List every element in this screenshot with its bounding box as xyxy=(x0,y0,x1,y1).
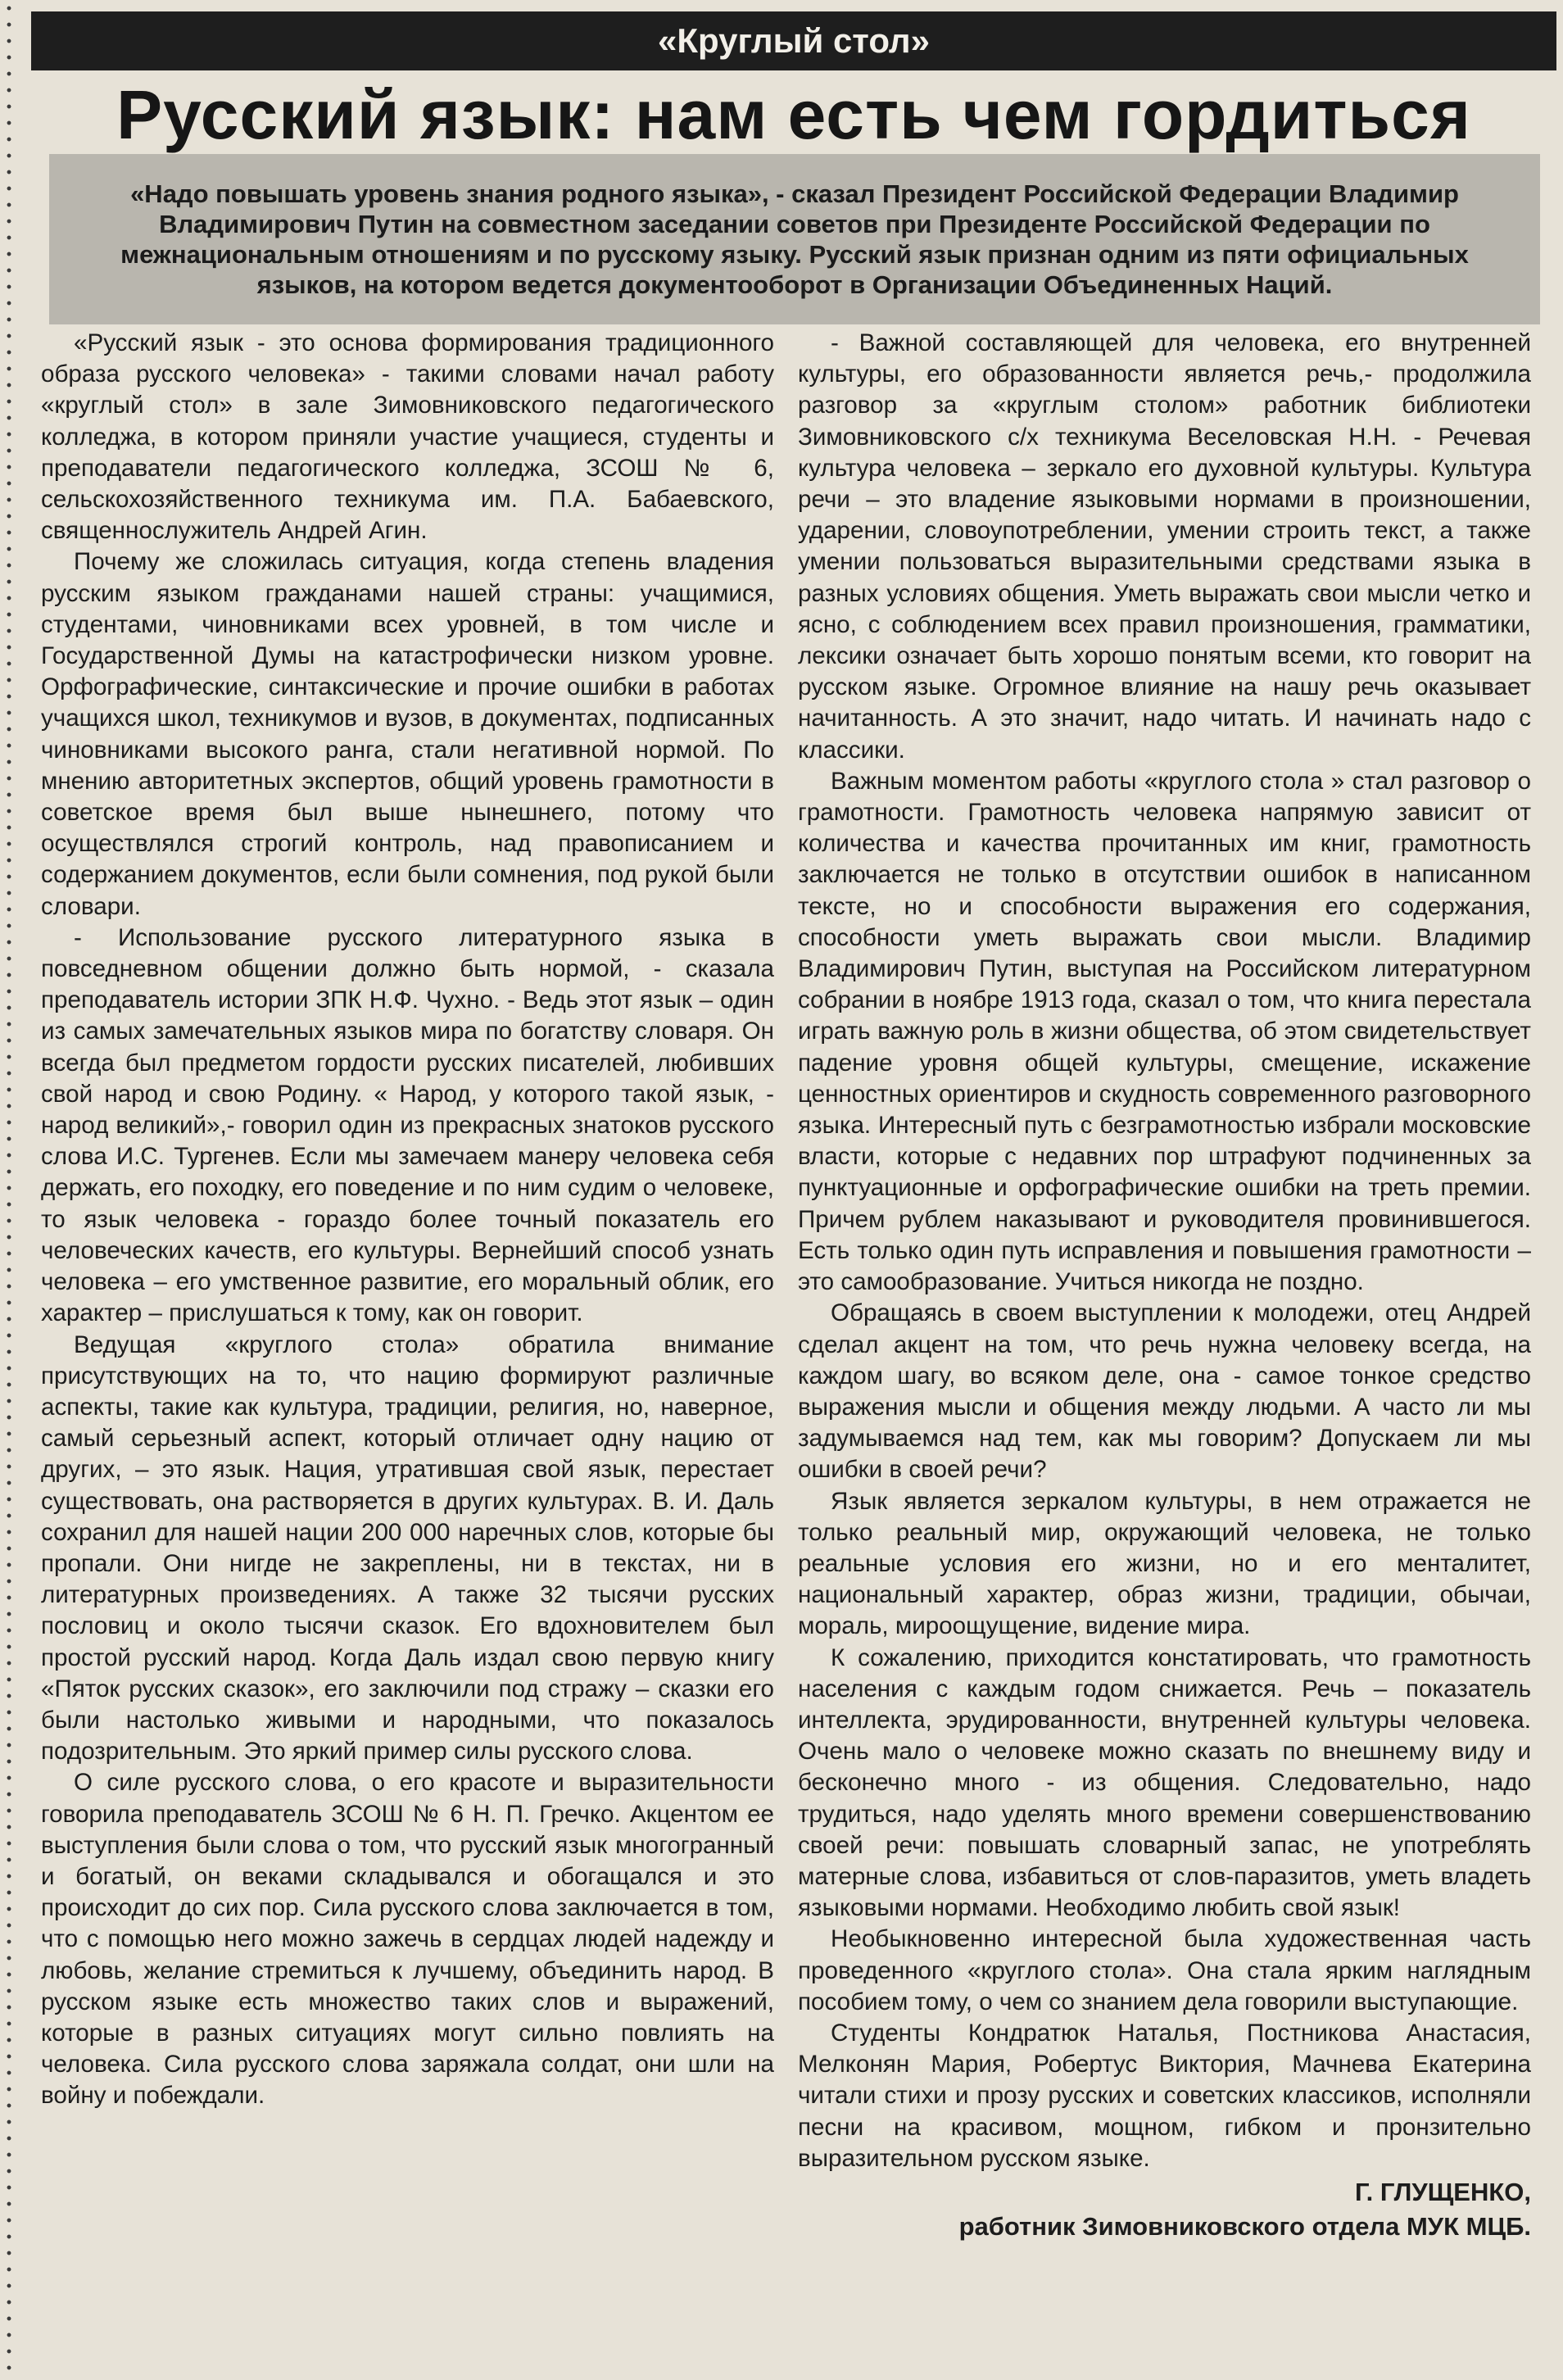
paragraph: - Важной составляющей для человека, его внутренней культуры, его образованности является речь,- продолжила разговор за «круглым столом» работник библиотеки Зимовниковского с/х техникума Веселовская Н.Н. - Речевая культура человека – зеркало его духовной культуры. Культура речи – это владение языковыми нормами в произношении, ударении, словоупотреблении, умении строить текст, а также умении пользоваться выразительными средствами языка в разных условиях общения. Уметь выражать свои мысли четко и ясно, с соблюдением всех правил произношения, грамматики, лексики означает быть хорошо понятым всеми, кто говорит на русском языке. Огромное влияние на нашу речь оказывает начитанность. А это значит, надо читать. И начинать надо с классики. xyxy=(798,329,1531,764)
left-column xyxy=(41,328,774,2368)
paragraph: Важным моментом работы «круглого стола » стал разговор о грамотности. Грамотность человека напрямую зависит от количества и качества прочитанных им книг, грамотность заключается не только в отсутствии ошибок в написанном тексте, но и способности выражения его содержания, способности уметь выражать свои мысли. Владимир Владимирович Путин, выступая на Российском литературном собрании в ноябре 1913 года, сказал о том, что книга перестала играть важную роль в жизни общества, об этом свидетельствует падение уровня общей культуры, смещение, искажение ценностных ориентиров и скудность современного разговорного языка. Интересный путь с безграмотностью избрали московские власти, которые с недавних пор штрафуют подчиненных за пунктуационные и орфографические ошибки на треть премии. Причем рублем наказывают и руководителя провинившегося. Есть только один путь исправления и повышения грамотности – это самообразование. Учиться никогда не поздно. xyxy=(798,767,1531,1296)
paragraph: К сожалению, приходится констатировать, что грамотность населения с каждым годом снижается. Речь – показатель интеллекта, эрудированности, внутренней культуры человека. Очень мало о человеке можно сказать по внешнему виду и бесконечно много - из общения. Следовательно, надо трудиться, надо уделять много времени совершенствованию своей речи: повышать словарный запас, не употреблять матерные слова, избавиться от слов-паразитов, уметь владеть языковыми нормами. Необходимо любить свой язык! xyxy=(798,1643,1531,1922)
lead-box xyxy=(49,154,1540,324)
paragraph: Язык является зеркалом культуры, в нем отражается не только реальный мир, окружающий человека, не только реальные условия его жизни, но и его менталитет, национальный характер, образ жизни, традиции, обычаи, мораль, мироощущение, видение мира. xyxy=(798,1487,1531,1640)
paragraph: Почему же сложилась ситуация, когда степень владения русским языком гражданами нашей страны: учащимися, студентами, чиновниками всех уровней, в том числе и Государственной Думы на катастрофически низком уровне. Орфографические, синтаксические и прочие ошибки в работах учащихся школ, техникумов и вузов, в документах, подписанных чиновниками высокого ранга, стали негативной нормой. По мнению авторитетных экспертов, общий уровень грамотности в советское время был выше нынешнего, потому что осуществлялся строгий контроль, над правописанием и содержанием документов, если были сомнения, под рукой были словари. xyxy=(41,548,774,920)
paragraph: Обращаясь в своем выступлении к молодежи, отец Андрей сделал акцент на том, что речь нужна человеку всегда, на каждом шагу, во всяком деле, она - самое тонкое средство выражения мысли и общения между людьми. А часто ли мы задумываемся над тем, как мы говорим? Допускаем ли мы ошибки в своей речи? xyxy=(798,1299,1531,1484)
lead-text: «Надо повышать уровень знания родного языка», - сказал Президент Российской Федерации Владимир Владимирович Путин на совместном заседании советов при Президенте Российской Федерации по межнациональным отношениям и по русскому языку. Русский язык признан одним из пяти официальных языков, на котором ведется документооборот в Организации Объединенных Наций. xyxy=(120,179,1469,299)
dotted-border xyxy=(5,0,13,2380)
signature-author: Г. ГЛУЩЕНКО, xyxy=(1354,2177,1531,2206)
paragraph: О силе русского слова, о его красоте и выразительности говорила преподаватель ЗСОШ № 6 Н. П. Гречко. Акцентом ее выступления были слова о том, что русский язык многогранный и богатый, он веками складывался и обогащался и это происходит до сих пор. Сила русского слова заключается в том, что с помощью него можно зажечь в сердцах людей надежду и любовь, желание стремиться к лучшему, объединить народ. В русском языке есть множество таких слов и выражений, которые в разных ситуациях могут сильно повлиять на человека. Сила русского слова заряжала солдат, они шли на войну и побеждали. xyxy=(41,1769,774,2110)
paragraph: Ведущая «круглого стола» обратила внимание присутствующих на то, что нацию формируют различные аспекты, такие как культура, традиции, религия, но, наверное, самый серьезный аспект, который отличает одну нацию от других, – это язык. Нация, утратившая свой язык, перестает существовать, она растворяется в других культурах. В. И. Даль сохранил для нашей нации 200 000 наречных слов, которые бы пропали. Они нигде не закреплены, ни в текстах, ни в литературных произведениях. А также 32 тысячи русских пословиц и около тысячи сказок. Его вдохновителем был простой русский народ. Когда Даль издал свою первую книгу «Пяток русских сказок», его заключили под стражу – сказки его были настолько живыми и народными, что показалось подозрительным. Это яркий пример силы русского слова. xyxy=(41,1331,774,1766)
rubric-label: «Круглый стол» xyxy=(658,21,930,60)
signature-position: работник Зимовниковского отдела МУК МЦБ. xyxy=(958,2211,1531,2241)
headline: Русский язык: нам есть чем гордиться xyxy=(116,75,1471,153)
paragraph: «Русский язык - это основа формирования традиционного образа русского человека» - такими словами начал работу «круглый стол» в зале Зимовниковского педагогического колледжа, в котором приняли участие учащиеся, студенты и преподаватели педагогического колледжа, ЗСОШ № 6, сельскохозяйственного техникума им. П.А. Бабаевского, священнослужитель Андрей Агин. xyxy=(41,329,774,545)
paragraph: Студенты Кондратюк Наталья, Постникова Анастасия, Мелконян Мария, Робертус Виктория, Мачнева Екатерина читали стихи и прозу русских и советских классиков, исполняли песни на красивом, мощном, гибком и пронзительно выразительном русском языке. xyxy=(798,2019,1531,2172)
paragraph: Необыкновенно интересной была художественная часть проведенного «круглого стола». Она стала ярким наглядным пособием тому, о чем со знанием дела говорили выступающие. xyxy=(798,1925,1531,2015)
paragraph: - Использование русского литературного языка в повседневном общении должно быть нормой, - сказала преподаватель истории ЗПК Н.Ф. Чухно. - Ведь этот язык – один из самых замечательных языков мира по богатству словаря. Он всегда был предметом гордости русских писателей, любивших свой народ и свою Родину. « Народ, у которого такой язык, - народ великий»,- говорил один из прекрасных знатоков русского слова И.С. Тургенев. Если мы замечаем манеру человека себя держать, его походку, его поведение и по ним судим о человеке, то язык человека - гораздо более точный показатель его человеческих качеств, его культуры. Вернейший способ узнать человека – его умственное развитие, его моральный облик, его характер – прислушаться к тому, как он говорит. xyxy=(41,923,774,1327)
rubric-banner xyxy=(31,11,1556,70)
right-column xyxy=(798,328,1531,2368)
